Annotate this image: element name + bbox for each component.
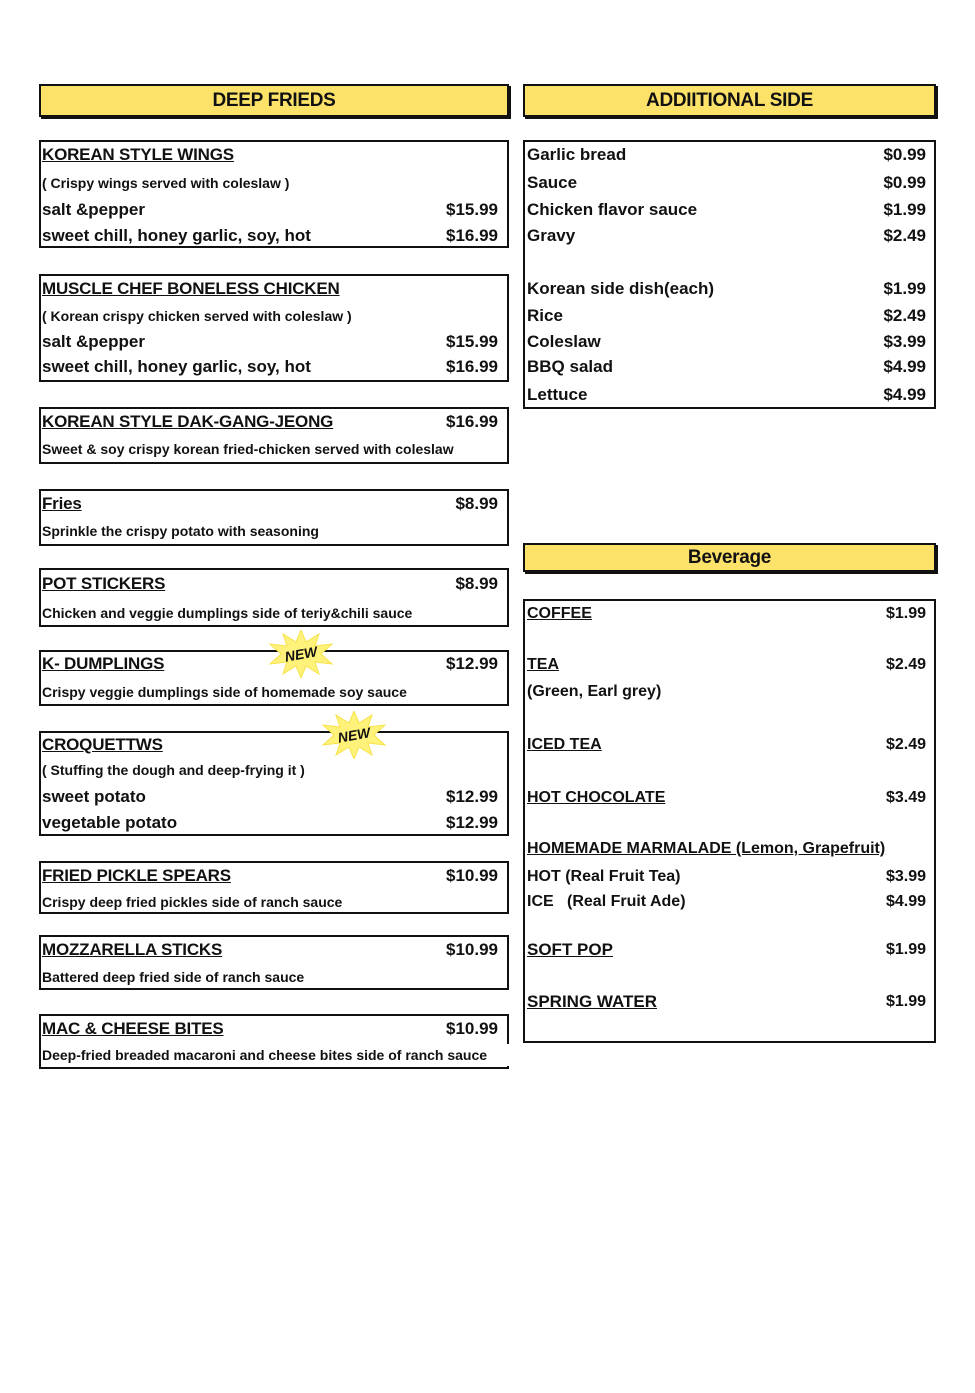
side-item bbox=[527, 330, 926, 354]
option-price: $16.99 bbox=[446, 226, 498, 245]
deep-frieds-header bbox=[39, 84, 509, 117]
mozzarella-desc-row bbox=[42, 966, 498, 988]
pickle-spears-title-row bbox=[42, 864, 498, 888]
menu-option bbox=[42, 198, 498, 222]
deep-frieds-header-label: DEEP FRIEDS bbox=[212, 89, 336, 111]
pot-stickers-title: POT STICKERS bbox=[42, 574, 166, 593]
option-name: sweet chill, honey garlic, soy, hot bbox=[42, 357, 311, 376]
pickle-spears-desc-row bbox=[42, 891, 498, 913]
side-item-name: Korean side dish(each) bbox=[527, 279, 715, 298]
side-item-price: $0.99 bbox=[883, 173, 926, 192]
mozzarella-price: $10.99 bbox=[446, 940, 498, 959]
pot-stickers-title-row bbox=[42, 572, 498, 596]
croquettes-desc: ( Stuffing the dough and deep-frying it ) bbox=[42, 762, 305, 778]
dakgangjeong-title-row bbox=[42, 410, 498, 434]
beverage-item bbox=[527, 939, 926, 961]
option-name: HOT (Real Fruit Tea) bbox=[527, 868, 681, 885]
dakgangjeong-price: $16.99 bbox=[446, 412, 498, 431]
marmalade-title: HOMEMADE MARMALADE (Lemon, Grapefruit) bbox=[527, 840, 886, 857]
muscle-chef-desc: ( Korean crispy chicken served with coleslaw ) bbox=[42, 308, 352, 324]
croquettes-desc-row bbox=[42, 759, 498, 781]
menu-option bbox=[42, 785, 498, 809]
option-price: $15.99 bbox=[446, 200, 498, 219]
additional-side-header-label: ADDIITIONAL SIDE bbox=[646, 89, 813, 111]
fries-title: Fries bbox=[42, 494, 82, 513]
side-item-price: $2.49 bbox=[883, 306, 926, 325]
beverage-name: COFFEE bbox=[527, 605, 592, 622]
side-item-price: $0.99 bbox=[883, 145, 926, 164]
mozzarella-title-row bbox=[42, 938, 498, 962]
beverage-price: $2.49 bbox=[885, 656, 926, 673]
side-item-name: Coleslaw bbox=[527, 332, 601, 351]
option-price: $12.99 bbox=[446, 787, 498, 806]
additional-side-header bbox=[523, 84, 936, 117]
pickle-spears-title: FRIED PICKLE SPEARS bbox=[42, 866, 231, 885]
pot-stickers-price: $8.99 bbox=[455, 574, 498, 593]
pickle-spears-desc: Crispy deep fried pickles side of ranch sauce bbox=[42, 894, 343, 910]
pot-stickers-desc: Chicken and veggie dumplings side of teriy&chili sauce bbox=[42, 605, 413, 621]
beverage-item bbox=[527, 787, 926, 809]
option-name: salt &pepper bbox=[42, 200, 145, 219]
fries-title-row bbox=[42, 492, 498, 516]
beverage-price: $2.49 bbox=[885, 736, 926, 753]
muscle-chef-desc-row bbox=[42, 305, 498, 327]
pot-stickers-desc-row bbox=[42, 602, 498, 624]
korean-wings-desc-row bbox=[42, 172, 498, 194]
new-badge bbox=[321, 711, 387, 759]
beverage-price: $1.99 bbox=[885, 993, 926, 1010]
beverage-item bbox=[527, 603, 926, 625]
side-item-price: $2.49 bbox=[883, 226, 926, 245]
side-item bbox=[527, 198, 926, 222]
beverage-price: $1.99 bbox=[885, 605, 926, 622]
beverage-price: $1.99 bbox=[885, 941, 926, 958]
new-badge bbox=[268, 630, 334, 678]
k-dumplings-title: K- DUMPLINGS bbox=[42, 654, 165, 673]
croquettes-title: CROQUETTWS bbox=[42, 735, 163, 754]
menu-option bbox=[42, 355, 498, 379]
side-item-name: BBQ salad bbox=[527, 357, 613, 376]
mac-cheese-price: $10.99 bbox=[446, 1019, 498, 1038]
muscle-chef-title-row bbox=[42, 277, 498, 301]
option-price: $15.99 bbox=[446, 332, 498, 351]
beverage-item bbox=[527, 654, 926, 676]
mac-cheese-desc-row bbox=[42, 1044, 512, 1066]
side-item bbox=[527, 304, 926, 328]
side-item-price: $4.99 bbox=[883, 385, 926, 404]
beverage-price: $3.49 bbox=[885, 789, 926, 806]
side-item-price: $4.99 bbox=[883, 357, 926, 376]
mozzarella-title: MOZZARELLA STICKS bbox=[42, 940, 223, 959]
korean-wings-title: KOREAN STYLE WINGS bbox=[42, 145, 234, 164]
side-item-name: Lettuce bbox=[527, 385, 588, 404]
side-item bbox=[527, 277, 926, 301]
option-price: $4.99 bbox=[885, 893, 926, 910]
beverage-header bbox=[523, 543, 936, 572]
side-item bbox=[527, 355, 926, 379]
mac-cheese-title: MAC & CHEESE BITES bbox=[42, 1019, 224, 1038]
option-name: vegetable potato bbox=[42, 813, 178, 832]
side-item-price: $1.99 bbox=[883, 279, 926, 298]
pickle-spears-price: $10.99 bbox=[446, 866, 498, 885]
k-dumplings-desc-row bbox=[42, 681, 498, 703]
new-badge-label: NEW bbox=[283, 643, 319, 665]
side-item-name: Garlic bread bbox=[527, 145, 627, 164]
fries-price: $8.99 bbox=[455, 494, 498, 513]
side-item-name: Sauce bbox=[527, 173, 578, 192]
side-item-name: Chicken flavor sauce bbox=[527, 200, 698, 219]
option-name: salt &pepper bbox=[42, 332, 145, 351]
muscle-chef-title: MUSCLE CHEF BONELESS CHICKEN bbox=[42, 279, 340, 298]
k-dumplings-price: $12.99 bbox=[446, 654, 498, 673]
option-name: sweet chill, honey garlic, soy, hot bbox=[42, 226, 311, 245]
beverage-name: SOFT POP bbox=[527, 940, 613, 959]
side-item-name: Gravy bbox=[527, 226, 576, 245]
option-price: $3.99 bbox=[885, 868, 926, 885]
beverage-name: HOT CHOCOLATE bbox=[527, 789, 666, 806]
beverage-desc-row bbox=[527, 681, 926, 703]
side-item-name: Rice bbox=[527, 306, 563, 325]
dakgangjeong-title: KOREAN STYLE DAK-GANG-JEONG bbox=[42, 412, 334, 431]
fries-desc-row bbox=[42, 520, 498, 542]
beverage-item bbox=[527, 991, 926, 1013]
korean-wings-title-row bbox=[42, 143, 498, 167]
dakgangjeong-desc-row bbox=[42, 438, 498, 460]
beverage-header-label: Beverage bbox=[687, 546, 772, 568]
beverage-item bbox=[527, 838, 926, 860]
side-item bbox=[527, 383, 926, 407]
mozzarella-desc: Battered deep fried side of ranch sauce bbox=[42, 969, 305, 985]
beverage-item bbox=[527, 734, 926, 756]
side-item bbox=[527, 171, 926, 195]
side-item-price: $1.99 bbox=[883, 200, 926, 219]
mac-cheese-title-row bbox=[42, 1017, 498, 1041]
option-price: $12.99 bbox=[446, 813, 498, 832]
side-item bbox=[527, 224, 926, 248]
new-badge-label: NEW bbox=[336, 724, 372, 746]
tea-desc: (Green, Earl grey) bbox=[527, 683, 662, 700]
beverage-name: SPRING WATER bbox=[527, 992, 658, 1011]
option-name: sweet potato bbox=[42, 787, 146, 806]
korean-wings-desc: ( Crispy wings served with coleslaw ) bbox=[42, 175, 290, 191]
mac-cheese-desc: Deep-fried breaded macaroni and cheese bites side of ranch sauce bbox=[42, 1047, 488, 1063]
side-item-price: $3.99 bbox=[883, 332, 926, 351]
option-price: $16.99 bbox=[446, 357, 498, 376]
dakgangjeong-desc: Sweet & soy crispy korean fried-chicken served with coleslaw bbox=[42, 441, 454, 457]
side-item bbox=[527, 143, 926, 167]
marmalade-option bbox=[527, 891, 926, 913]
menu-option bbox=[42, 811, 498, 835]
menu-option bbox=[42, 330, 498, 354]
marmalade-option bbox=[527, 866, 926, 888]
k-dumplings-desc: Crispy veggie dumplings side of homemade soy sauce bbox=[42, 684, 407, 700]
menu-option bbox=[42, 224, 498, 248]
beverage-name: ICED TEA bbox=[527, 736, 602, 753]
fries-desc: Sprinkle the crispy potato with seasoning bbox=[42, 523, 319, 539]
option-name: ICE (Real Fruit Ade) bbox=[527, 893, 686, 910]
beverage-name: TEA bbox=[527, 656, 559, 673]
croquettes-title-row bbox=[42, 733, 498, 757]
